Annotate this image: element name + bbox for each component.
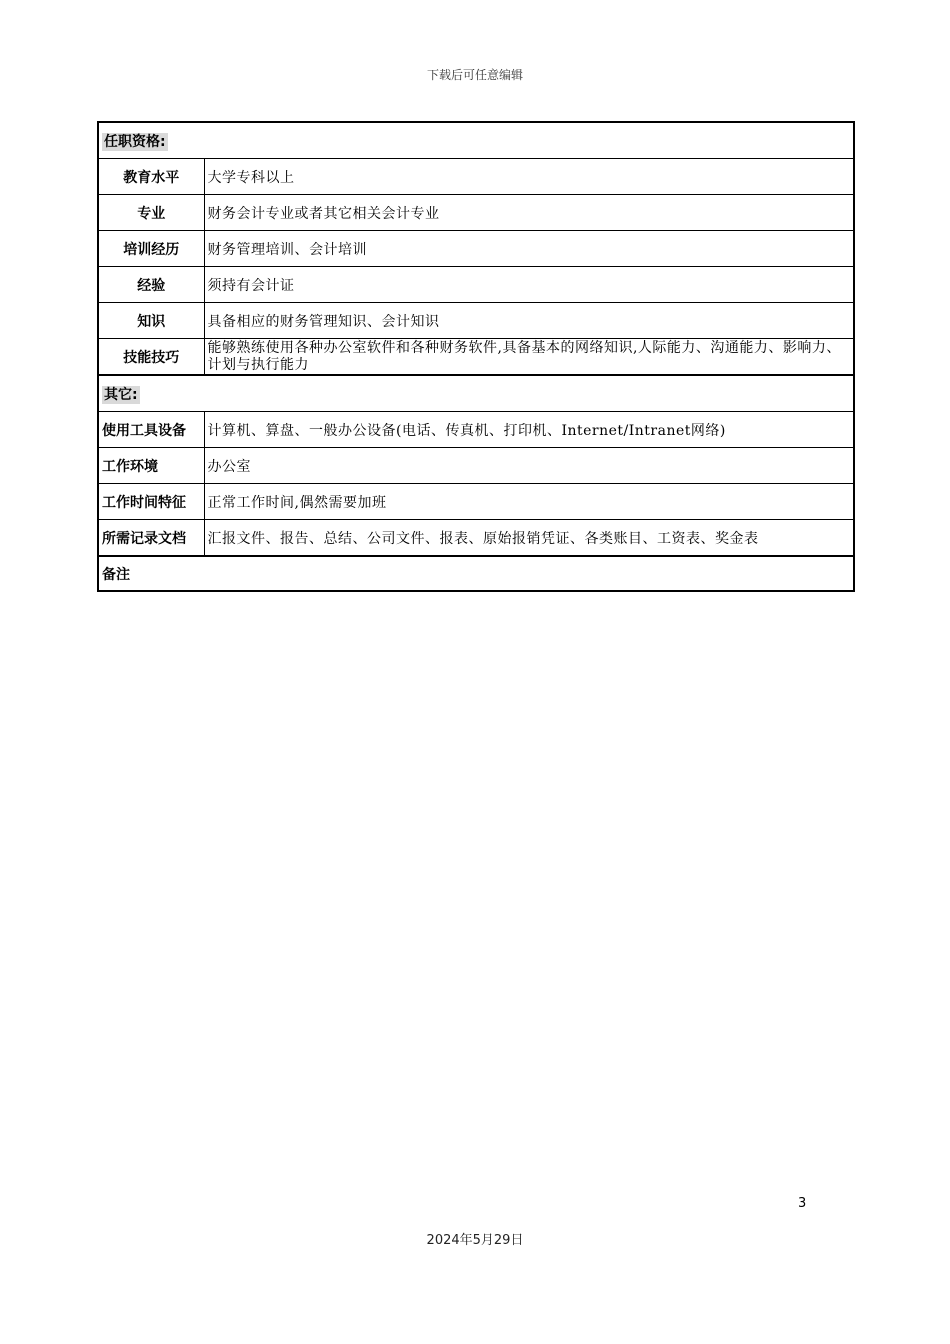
table-row <box>98 195 854 231</box>
table-row <box>98 267 854 303</box>
qualifications-header-row <box>98 122 854 159</box>
table-row <box>98 303 854 339</box>
row-value-tools: 计算机、算盘、一般办公设备(电话、传真机、打印机、Internet/Intranet网络) <box>204 412 854 448</box>
row-label-work-hours: 工作时间特征 <box>98 484 204 520</box>
table-row <box>98 159 854 195</box>
row-value-experience: 须持有会计证 <box>204 267 854 303</box>
remarks-row <box>98 556 854 591</box>
page-number: 3 <box>798 1196 807 1211</box>
remarks-section-title: 备注 <box>98 556 854 591</box>
row-label-tools: 使用工具设备 <box>98 412 204 448</box>
qualifications-section-title: 任职资格: <box>98 122 854 159</box>
row-label-major: 专业 <box>98 195 204 231</box>
job-spec-table <box>97 121 855 592</box>
row-label-documents: 所需记录文档 <box>98 520 204 557</box>
row-value-work-hours: 正常工作时间,偶然需要加班 <box>204 484 854 520</box>
other-header-row <box>98 375 854 412</box>
table-row <box>98 339 854 376</box>
row-label-education: 教育水平 <box>98 159 204 195</box>
other-section-title: 其它: <box>98 375 854 412</box>
row-value-training: 财务管理培训、会计培训 <box>204 231 854 267</box>
row-value-education: 大学专科以上 <box>204 159 854 195</box>
row-label-knowledge: 知识 <box>98 303 204 339</box>
table-row <box>98 412 854 448</box>
row-value-skills: 能够熟练使用各种办公室软件和各种财务软件,具备基本的网络知识,人际能力、沟通能力、影响力、计划与执行能力 <box>204 339 854 376</box>
row-label-environment: 工作环境 <box>98 448 204 484</box>
row-label-training: 培训经历 <box>98 231 204 267</box>
row-value-environment: 办公室 <box>204 448 854 484</box>
row-value-knowledge: 具备相应的财务管理知识、会计知识 <box>204 303 854 339</box>
row-value-major: 财务会计专业或者其它相关会计专业 <box>204 195 854 231</box>
table-row <box>98 231 854 267</box>
row-value-documents: 汇报文件、报告、总结、公司文件、报表、原始报销凭证、各类账目、工资表、奖金表 <box>204 520 854 557</box>
table-row <box>98 448 854 484</box>
table-row <box>98 520 854 557</box>
row-label-experience: 经验 <box>98 267 204 303</box>
row-label-skills: 技能技巧 <box>98 339 204 376</box>
table-row <box>98 484 854 520</box>
footer-date: 2024年5月29日 <box>426 1233 524 1248</box>
header-note: 下载后可任意编辑 <box>426 68 523 82</box>
